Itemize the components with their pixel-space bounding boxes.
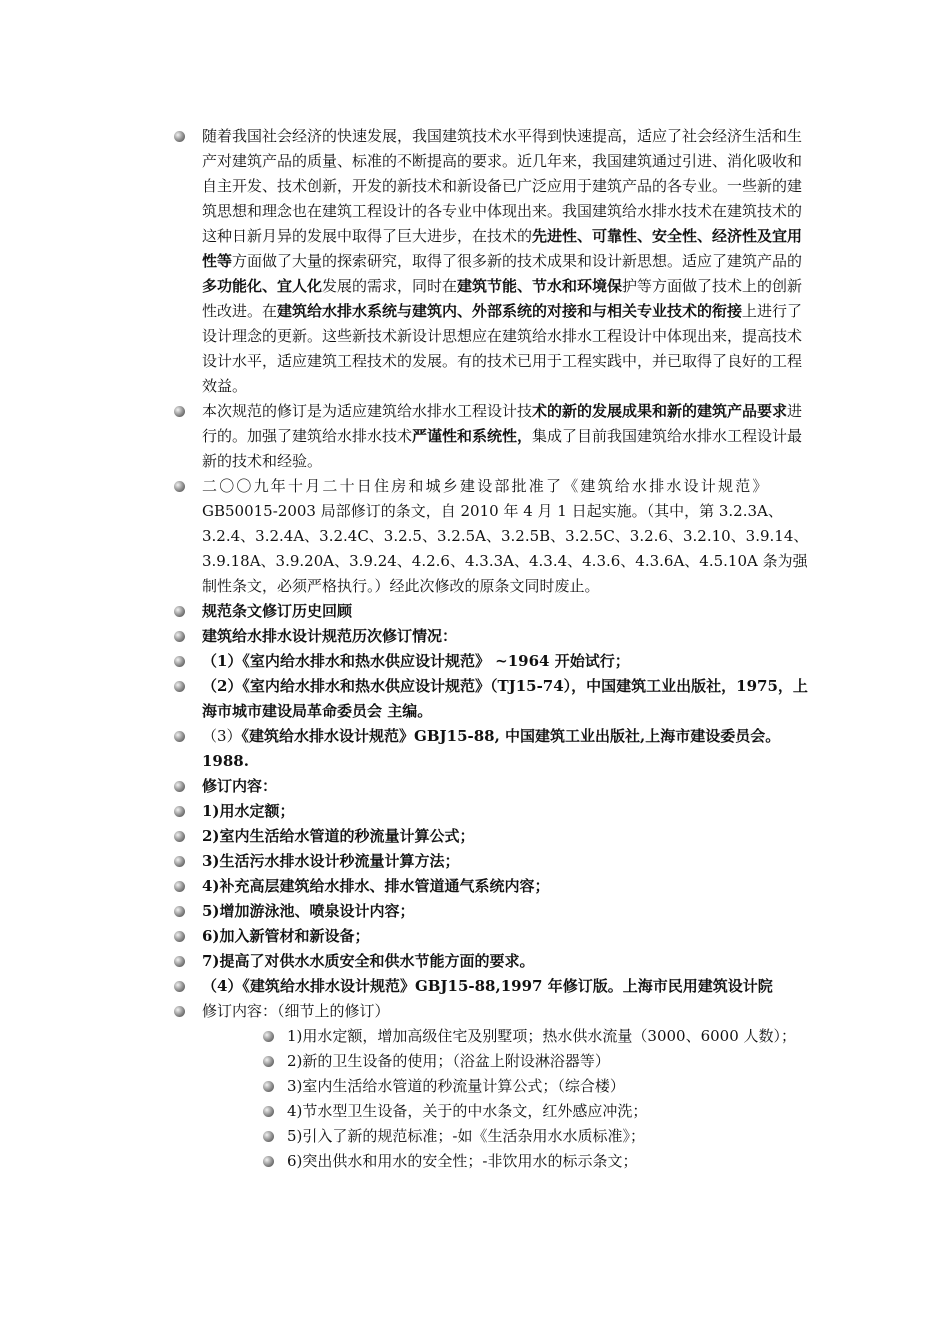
sub-item-text: 2)新的卫生设备的使用；（浴盆上附设淋浴器等） [287,1052,610,1070]
bold-text: （2）《室内给水排水和热水供应设计规范》（TJ15-74），中国建筑工业出版社，1975，上海市城市建设局革命委员会 主编。 [202,677,808,720]
paragraph-text: 二〇〇九年十月二十日住房和城乡建设部批准了《建筑给水排水设计规范》 [202,477,770,495]
sub-list-item [261,1074,812,1099]
list-item-detail-revision [172,999,812,1174]
sphere-bullet-icon [263,1081,274,1092]
sphere-bullet-icon [174,981,185,992]
sphere-bullet-icon [263,1056,274,1067]
bold-text: 建筑给水排水系统与建筑内、外部系统的对接和与相关专业技术的衔接 [277,302,743,320]
paragraph-text: （3） [202,727,242,745]
sphere-bullet-icon [174,931,185,942]
sphere-bullet-icon [174,481,185,492]
bold-text: 建筑给水排水设计规范历次修订情况： [202,627,458,645]
list-item-change-2 [172,824,812,849]
paragraph-text: 随着我国社会经济的快速发展，我国建筑技术水平得到快速提高，适应了社会经济生活和生产对建筑产品的质量、标准的不断提高的要求。近几年来，我国建筑通过引进、消化吸收和自主开发、技术创新，开发的新技术和新设备已广泛应用于建筑产品的各专业。一些新的建筑思想和理念也在建筑工程设计的各专业中体现出来。我国建筑给水排水技术在建筑技术的这种日新月异的发展中取得了巨大进步，在技术的 [202,127,803,245]
sphere-bullet-icon [263,1131,274,1142]
bold-text: 修订内容： [202,777,278,795]
sphere-bullet-icon [174,606,185,617]
sphere-bullet-icon [174,956,185,967]
list-item-edition-4 [172,974,812,999]
sphere-bullet-icon [174,881,185,892]
sub-item-text: 6)突出供水和用水的安全性；-非饮用水的标示条文； [287,1152,638,1170]
list-item-revision-content [172,774,812,799]
list-item-change-5 [172,899,812,924]
sphere-bullet-icon [174,631,185,642]
sphere-bullet-icon [174,856,185,867]
sphere-bullet-icon [174,731,185,742]
sub-item-text: 3)室内生活给水管道的秒流量计算公式；（综合楼） [287,1077,625,1095]
sub-list-item [261,1124,812,1149]
sphere-bullet-icon [174,831,185,842]
sphere-bullet-icon [174,906,185,917]
list-item-change-3 [172,849,812,874]
list-item-history-title [172,599,812,624]
bold-text: 7)提高了对供水水质安全和供水节能方面的要求。 [202,952,535,970]
paragraph-text: 护等方面做了技术上的创新性改进。在 [202,277,803,320]
bold-text: （4）《建筑给水排水设计规范》GBJ15-88,1997 年修订版。上海市民用建筑设计院 [202,977,773,995]
bold-text: 《建筑给水排水设计规范》GBJ15-88, 中国建筑工业出版社,上海市建设委员会。1988. [202,727,781,770]
bold-text: 先进性、可靠性、安全性、经济性及宜用性等 [202,227,803,270]
paragraph-text: 本次规范的修订是为适应建筑给水排水工程设计技 [202,402,533,420]
bold-text: 4)补充高层建筑给水排水、排水管道通气系统内容； [202,877,550,895]
bold-text: 5)增加游泳池、喷泉设计内容； [202,902,415,920]
list-item-change-7 [172,949,812,974]
sub-list-item [261,1099,812,1124]
sphere-bullet-icon [174,681,185,692]
sphere-bullet-icon [174,1006,185,1017]
sub-list-item [261,1149,812,1174]
paragraph-text: 修订内容：（细节上的修订） [202,1002,390,1020]
bold-text: 规范条文修订历史回顾 [202,602,353,620]
bold-text: 建筑节能、节水和环境保 [457,277,623,295]
sub-item-text: 4)节水型卫生设备，关于的中水条文，红外感应冲洗； [287,1102,648,1120]
sphere-bullet-icon [263,1031,274,1042]
list-item-revision-purpose [172,399,812,474]
sub-item-text: 1)用水定额，增加高级住宅及别墅项；热水供水流量（3000、6000 人数）； [287,1027,797,1045]
list-item-change-1 [172,799,812,824]
paragraph-text: 发展的需求，同时在 [322,277,458,295]
paragraph-text: 进行的。加强了建筑给水排水技术 [202,402,803,445]
bold-text: 1)用水定额； [202,802,295,820]
list-item-change-6 [172,924,812,949]
sphere-bullet-icon [174,406,185,417]
bold-text: 2)室内生活给水管道的秒流量计算公式； [202,827,475,845]
sphere-bullet-icon [174,806,185,817]
list-item-edition-3 [172,724,812,774]
sub-list [202,1024,812,1174]
sub-list-item [261,1024,812,1049]
bold-text: 多功能化、宜人化 [202,277,323,295]
sphere-bullet-icon [263,1106,274,1117]
bold-text: 严谨性和系统性， [412,427,533,445]
paragraph-text: 方面做了大量的探索研究，取得了很多新的技术成果和设计新思想。适应了建筑产品的 [232,252,803,270]
bold-text: 术的新的发展成果和新的建筑产品要求 [532,402,788,420]
sphere-bullet-icon [174,131,185,142]
paragraph-text: 集成了目前我国建筑给水排水工程设计最新的技术和经验。 [202,427,803,470]
list-item-edition-1 [172,649,812,674]
list-item-edition-2 [172,674,812,724]
sub-list-item [261,1049,812,1074]
bold-text: （1）《室内给水排水和热水供应设计规范》 ~1964 开始试行； [202,652,630,670]
list-item-change-4 [172,874,812,899]
bullet-list [172,124,812,1174]
list-item-revisions [172,624,812,649]
list-item-approval [172,474,812,599]
sphere-bullet-icon [174,656,185,667]
bold-text: 6)加入新管材和新设备； [202,927,370,945]
sphere-bullet-icon [263,1156,274,1167]
paragraph-text: 上进行了设计理念的更新。这些新技术新设计思想应在建筑给水排水工程设计中体现出来，提高技术设计水平，适应建筑工程技术的发展。有的技术已用于工程实践中，并已取得了良好的工程效益。 [202,302,803,395]
bold-text: 3)生活污水排水设计秒流量计算方法； [202,852,460,870]
sphere-bullet-icon [174,781,185,792]
paragraph-text: GB50015-2003 局部修订的条文，自 2010 年 4 月 1 日起实施。（其中，第 3.2.3A、3.2.4、3.2.4A、3.2.4C、3.2.5、3.2.5A、3.2.5B、3.2.5C、3.2.6、3.2.10、3.9.14、3.9.18A、3.9.20A、3.9.24、4.2.6、4.3.3A、4.3.4、4.3.6、4.3.6A、4.5.10A 条为强制性条文，必须严格执行。）经此次修改的原条文同时废止。 [202,502,809,595]
sub-item-text: 5)引入了新的规范标准；-如《生活杂用水水质标准》； [287,1127,645,1145]
list-item-background [172,124,812,399]
